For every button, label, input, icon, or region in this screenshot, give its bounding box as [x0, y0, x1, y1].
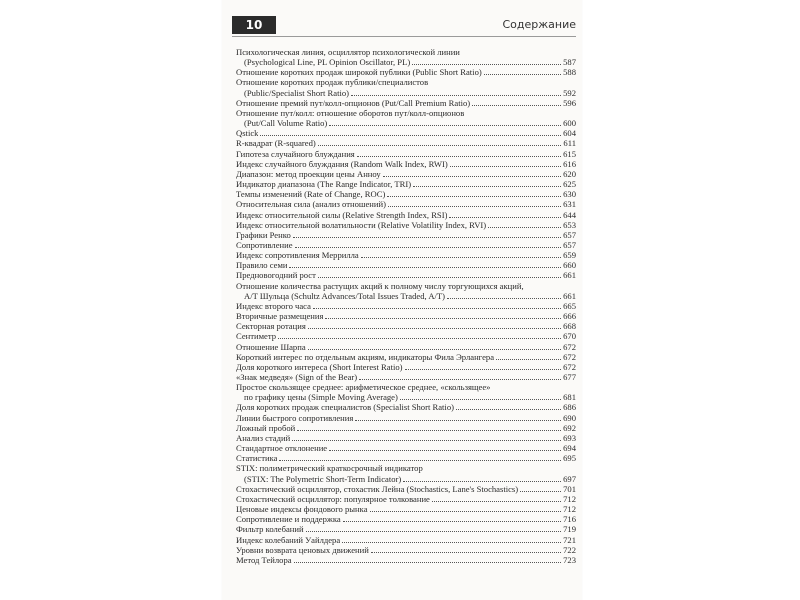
toc-entry — [236, 169, 576, 179]
toc-page-number: 588 — [563, 67, 576, 78]
toc-entry-line — [236, 250, 576, 260]
toc-entry — [236, 98, 576, 108]
dot-leader — [447, 298, 561, 299]
toc-entry — [236, 128, 576, 138]
toc-entry-line — [236, 291, 576, 301]
toc-entry — [236, 250, 576, 260]
dot-leader — [313, 308, 561, 309]
toc-entry-title: R-квадрат (R-squared) — [236, 138, 316, 149]
toc-entry — [236, 524, 576, 534]
dot-leader — [318, 145, 562, 146]
toc-entry-line — [236, 362, 576, 372]
toc-entry-title: Предновогодний рост — [236, 270, 316, 281]
dot-leader — [484, 74, 561, 75]
toc-entry — [236, 230, 576, 240]
toc-entry-title: «Знак медведя» (Sign of the Bear) — [236, 372, 358, 382]
toc-entry-line — [236, 138, 576, 148]
toc-page-number: 697 — [563, 473, 576, 484]
toc-page-number: 630 — [563, 189, 576, 200]
toc-entry-line — [236, 372, 576, 382]
toc-entry — [236, 494, 576, 504]
toc-entry-line — [236, 47, 576, 57]
toc-entry-title: Психологическая линия, осциллятор психологической линии — [236, 47, 460, 57]
dot-leader — [387, 196, 561, 197]
toc-page-number: 631 — [563, 199, 576, 210]
toc-entry — [236, 484, 576, 494]
toc-page-number: 661 — [563, 270, 576, 281]
dot-leader — [456, 409, 561, 410]
dot-leader — [279, 460, 561, 461]
toc-entry-title: Анализ стадий — [236, 432, 291, 443]
dot-leader — [329, 125, 561, 126]
toc-entry — [236, 545, 576, 555]
toc-entry-line — [236, 88, 576, 98]
toc-page-number: 690 — [563, 412, 576, 423]
toc-entry-title: Вторичные размещения — [236, 311, 324, 322]
toc-entry-line — [236, 169, 576, 179]
toc-entry-line — [236, 230, 576, 240]
toc-entry — [236, 342, 576, 352]
toc-entry — [236, 270, 576, 280]
toc-entry-line — [236, 402, 576, 412]
toc-page-number: 716 — [563, 514, 576, 525]
toc-entry — [236, 210, 576, 220]
toc-page-number: 719 — [563, 524, 576, 535]
toc-entry-title: Доля коротких продаж специалистов (Specialist Short Ratio) — [236, 402, 454, 413]
toc-page-number: 616 — [563, 158, 576, 169]
dot-leader — [278, 338, 561, 339]
dot-leader — [297, 430, 561, 431]
dot-leader — [318, 277, 561, 278]
toc-entry-title: Отношение количества растущих акций к полному числу торгующихся акций, — [236, 280, 524, 291]
toc-entry-line — [236, 413, 576, 423]
toc-entry-title: Индекс второго часа — [236, 300, 311, 311]
toc-entry — [236, 443, 576, 453]
toc-entry-line — [236, 220, 576, 230]
toc-entry — [236, 159, 576, 169]
toc-entry-title: Индекс относительной волатильности (Relative Volatility Index, RVI) — [236, 219, 487, 230]
dot-leader — [355, 420, 561, 421]
toc-entry-title: (Public/Specialist Short Ratio) — [244, 87, 350, 98]
toc-entry-line — [236, 199, 576, 209]
toc-entry — [236, 321, 576, 331]
toc-entry-title: Стандартное отклонение — [236, 443, 328, 454]
section-title: Содержание — [502, 18, 576, 31]
toc-entry — [236, 220, 576, 230]
dot-leader — [357, 156, 561, 157]
toc-entry-title: Индикатор диапазона (The Range Indicator, TRI) — [236, 179, 412, 190]
toc-entry — [236, 67, 576, 77]
page-header — [232, 16, 576, 34]
toc-entry-line — [236, 382, 576, 392]
toc-entry — [236, 382, 576, 402]
toc-entry-title: Графики Ренко — [236, 229, 291, 240]
dot-leader — [343, 521, 561, 522]
toc-entry — [236, 281, 576, 301]
dot-leader — [496, 359, 561, 360]
toc-entry-line — [236, 301, 576, 311]
toc-entry — [236, 413, 576, 423]
toc-entry-title: Сопротивление и поддержка — [236, 514, 341, 525]
toc-entry — [236, 535, 576, 545]
dot-leader — [472, 105, 561, 106]
toc-entry-line — [236, 453, 576, 463]
toc-entry — [236, 179, 576, 189]
toc-entry — [236, 402, 576, 412]
toc-page-number: 657 — [563, 229, 576, 240]
dot-leader — [450, 166, 561, 167]
toc-page-number: 659 — [563, 250, 576, 261]
toc-entry-line — [236, 433, 576, 443]
toc-page-number: 587 — [563, 57, 576, 68]
toc-entry-line — [236, 270, 576, 280]
dot-leader — [289, 267, 561, 268]
toc-entry-line — [236, 443, 576, 453]
toc-entry-title: Секторная ротация — [236, 321, 306, 332]
toc-entry-line — [236, 128, 576, 138]
toc-entry — [236, 47, 576, 67]
toc-entry-line — [236, 555, 576, 565]
toc-entry-line — [236, 494, 576, 504]
toc-entry-title: Ложный пробой — [236, 422, 296, 433]
toc-page-number: 620 — [563, 168, 576, 179]
toc-page-number: 670 — [563, 331, 576, 342]
toc-entry-line — [236, 321, 576, 331]
toc-page-number: 665 — [563, 300, 576, 311]
toc-entry — [236, 514, 576, 524]
toc-page-number: 677 — [563, 372, 576, 382]
toc-page-number: 695 — [563, 453, 576, 464]
dot-leader — [449, 217, 561, 218]
toc-page-number: 686 — [563, 402, 576, 413]
toc-entry-title: Индекс колебаний Уайлдера — [236, 534, 341, 545]
toc-entry-title: Стохастический осциллятор, стохастик Лейна (Stochastics, Lane's Stochastics) — [236, 483, 519, 494]
toc-entry-line — [236, 281, 576, 291]
toc-page-number: 721 — [563, 534, 576, 545]
toc-entry-title: STIX: полиметрический краткосрочный индикатор — [236, 463, 423, 474]
dot-leader — [413, 186, 561, 187]
toc-entry-line — [236, 504, 576, 514]
toc-page-number: 661 — [563, 290, 576, 301]
toc-page-number: 701 — [563, 483, 576, 494]
toc-entry — [236, 301, 576, 311]
toc-entry-title: Правило семи — [236, 260, 288, 271]
toc-page-number: 615 — [563, 148, 576, 159]
toc-entry-title: Простое скользящее среднее: арифметическое среднее, «скользящее» — [236, 382, 491, 393]
toc-entry-title: Отношение премий пут/колл-опционов (Put/Call Premium Ratio) — [236, 97, 471, 108]
toc-entry — [236, 362, 576, 372]
toc-entry-line — [236, 260, 576, 270]
dot-leader — [294, 562, 562, 563]
header-divider — [232, 36, 576, 37]
toc-entry-line — [236, 524, 576, 534]
toc-entry-line — [236, 484, 576, 494]
toc-entry-line — [236, 514, 576, 524]
dot-leader — [295, 247, 562, 248]
dot-leader — [370, 511, 562, 512]
dot-leader — [306, 531, 562, 532]
toc-entry — [236, 352, 576, 362]
toc-entry-line — [236, 179, 576, 189]
toc-page-number: 600 — [563, 118, 576, 129]
toc-page-number: 712 — [563, 493, 576, 504]
dot-leader — [412, 64, 561, 65]
toc-entry-title: Отношение коротких продаж публики/специалистов — [236, 77, 429, 88]
toc-entry-line — [236, 189, 576, 199]
toc-entry — [236, 555, 576, 565]
toc-entry — [236, 199, 576, 209]
toc-entry-title: Темпы изменений (Rate of Change, ROC) — [236, 189, 386, 200]
toc-entry-title: Сопротивление — [236, 239, 293, 250]
toc-page-number: 660 — [563, 260, 576, 271]
toc-page-number: 611 — [563, 138, 576, 149]
toc-entry — [236, 240, 576, 250]
toc-page-number: 672 — [563, 341, 576, 352]
toc-page-number: 604 — [563, 128, 576, 139]
toc-page-number: 693 — [563, 432, 576, 443]
dot-leader — [403, 481, 561, 482]
toc-entry-title: Статистика — [236, 453, 278, 464]
toc-entry-title: Qstick — [236, 128, 259, 139]
toc-entry-title: Гипотеза случайного блуждания — [236, 148, 355, 159]
toc-entry-line — [236, 342, 576, 352]
toc-entry — [236, 463, 576, 483]
dot-leader — [292, 440, 561, 441]
toc-entry-title: Индекс случайного блуждания (Random Walk Index, RWI) — [236, 158, 448, 169]
toc-entry-line — [236, 149, 576, 159]
toc-entry — [236, 423, 576, 433]
toc-page-number: 672 — [563, 351, 576, 362]
toc-entry-title: Сентиметр — [236, 331, 277, 342]
toc-entry — [236, 331, 576, 341]
toc-entry — [236, 453, 576, 463]
toc-page-number: 666 — [563, 311, 576, 322]
toc-entry-title: Отношение коротких продаж широкой публики (Public Short Ratio) — [236, 67, 482, 78]
toc-page-number: 712 — [563, 504, 576, 515]
toc-entry-title: Уровни возврата ценовых движений — [236, 544, 369, 555]
toc-entry-title: Индекс относительной силы (Relative Strength Index, RSI) — [236, 209, 448, 220]
dot-leader — [308, 349, 561, 350]
toc-entry-line — [236, 392, 576, 402]
dot-leader — [351, 95, 561, 96]
toc-entry — [236, 504, 576, 514]
toc-entry-title: (Put/Call Volume Ratio) — [244, 118, 328, 129]
toc-page-number: 596 — [563, 97, 576, 108]
toc-entry-title: Ценовые индексы фондового рынка — [236, 504, 368, 515]
dot-leader — [325, 318, 561, 319]
toc-entry-line — [236, 108, 576, 118]
dot-leader — [342, 542, 561, 543]
toc-page-number: 668 — [563, 321, 576, 332]
toc-entry-line — [236, 210, 576, 220]
toc-entry-title: Индекс сопротивления Меррилла — [236, 250, 359, 261]
toc-entry — [236, 138, 576, 148]
toc-entry-title: (STIX: The Polymetric Short-Term Indicator) — [244, 473, 402, 484]
toc-entry — [236, 149, 576, 159]
dot-leader — [308, 328, 561, 329]
toc-page-number: 692 — [563, 422, 576, 433]
toc-entry-title: Стохастический осциллятор: популярное толкование — [236, 493, 430, 504]
toc-entry-line — [236, 535, 576, 545]
toc-entry-line — [236, 118, 576, 128]
toc-entry-line — [236, 463, 576, 473]
toc-entry-title: Доля короткого интереса (Short Interest Ratio) — [236, 361, 403, 372]
toc-entry-title: Короткий интерес по отдельным акциям, индикаторы Фила Эрлангера — [236, 351, 495, 362]
toc-entry — [236, 108, 576, 128]
toc-entry-title: (Psychological Line, PL Opinion Oscillator, PL) — [244, 57, 411, 68]
toc-entry — [236, 372, 576, 382]
book-page — [222, 0, 582, 600]
toc-entry-title: Фильтр колебаний — [236, 524, 304, 535]
toc-page-number: 723 — [563, 554, 576, 565]
toc-entry-line — [236, 77, 576, 87]
toc-entry-title: Линии быстрого сопротивления — [236, 412, 354, 423]
toc-entry-line — [236, 423, 576, 433]
toc-page-number: 653 — [563, 219, 576, 230]
dot-leader — [371, 552, 561, 553]
dot-leader — [329, 450, 561, 451]
toc-entry — [236, 311, 576, 321]
toc-page-number: 644 — [563, 209, 576, 220]
dot-leader — [405, 369, 562, 370]
toc-entry-line — [236, 98, 576, 108]
dot-leader — [400, 399, 561, 400]
toc-entry-title: Метод Тейлора — [236, 554, 292, 565]
dot-leader — [383, 176, 561, 177]
dot-leader — [388, 206, 561, 207]
dot-leader — [359, 379, 561, 380]
dot-leader — [432, 501, 561, 502]
toc-entry — [236, 189, 576, 199]
page-number-badge: 10 — [232, 16, 276, 34]
toc-entry-line — [236, 474, 576, 484]
table-of-contents — [236, 47, 576, 565]
toc-entry-title: Отношение пут/колл: отношение оборотов пут/колл-опционов — [236, 107, 465, 118]
toc-entry-line — [236, 545, 576, 555]
dot-leader — [361, 257, 561, 258]
toc-page-number: 625 — [563, 179, 576, 190]
toc-page-number: 592 — [563, 87, 576, 98]
toc-entry-title: Относительная сила (анализ отношений) — [236, 199, 386, 210]
toc-page-number: 657 — [563, 239, 576, 250]
toc-entry-line — [236, 331, 576, 341]
toc-entry-line — [236, 159, 576, 169]
toc-page-number: 681 — [563, 392, 576, 403]
toc-entry-line — [236, 311, 576, 321]
toc-entry-line — [236, 240, 576, 250]
dot-leader — [488, 227, 561, 228]
toc-entry — [236, 433, 576, 443]
toc-entry — [236, 260, 576, 270]
toc-entry-line — [236, 67, 576, 77]
toc-entry-title: A/T Шульца (Schultz Advances/Total Issues Traded, A/T) — [244, 290, 446, 301]
toc-entry-line — [236, 352, 576, 362]
toc-entry-title: по графику цены (Simple Moving Average) — [244, 392, 398, 403]
toc-entry-title: Отношение Шарпа — [236, 341, 306, 352]
toc-entry-title: Диапазон: метод проекции цены Анноу — [236, 168, 381, 179]
dot-leader — [293, 237, 561, 238]
toc-entry-line — [236, 57, 576, 67]
toc-page-number: 694 — [563, 443, 576, 454]
dot-leader — [520, 491, 561, 492]
dot-leader — [260, 135, 561, 136]
toc-page-number: 672 — [563, 361, 576, 372]
toc-page-number: 722 — [563, 544, 576, 555]
toc-entry — [236, 77, 576, 97]
